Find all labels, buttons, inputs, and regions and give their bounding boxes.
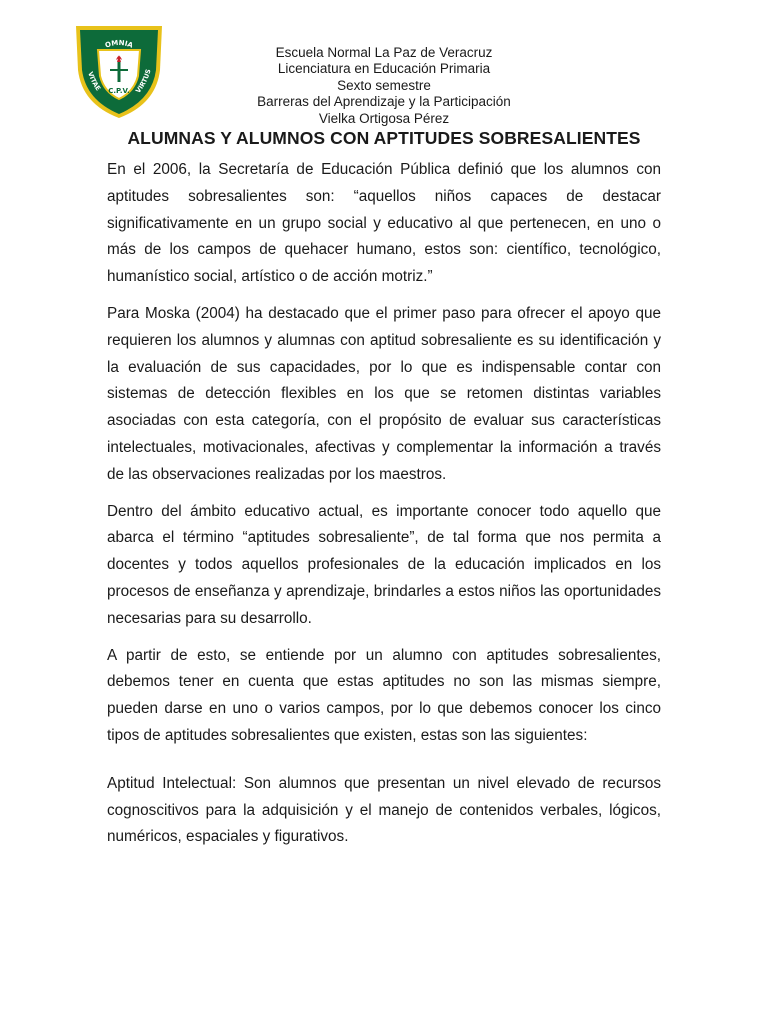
paragraph: Para Moska (2004) ha destacado que el primer paso para ofrecer el apoyo que requieren los alumnos y alumnas con aptitud sobresaliente es su identificación y la evaluación de sus capacidades, por lo que es indispensable contar con sistemas de detección flexibles en los que se retomen distintas variables asociadas con esta categoría, con el propósito de evaluar sus características intelectuales, motivacionales, afectivas y complementar la información a través de las observaciones realizadas por los maestros. xyxy=(107,304,661,483)
document-body xyxy=(107,157,661,861)
school-crest-logo xyxy=(72,22,166,120)
crest-motto-right: VIRTUS xyxy=(134,68,153,95)
degree-name: Licenciatura en Educación Primaria xyxy=(277,61,491,77)
crest-motto-top: OMNIA xyxy=(104,38,135,50)
author-name: Vielka Ortigosa Pérez xyxy=(318,110,450,126)
paragraph: En el 2006, la Secretaría de Educación Pública definió que los alumnos con aptitudes sobresalientes son: “aquellos niños capaces de destacar significativamente en un grupo social y educativo al que pertenecen, en uno o más de los campos de quehacer humano, estos son: científico, tecnológico, humanístico social, artístico o de acción motriz.” xyxy=(107,161,661,286)
semester: Sexto semestre xyxy=(337,77,431,93)
crest-initials: C.P.V. xyxy=(108,87,130,95)
school-name: Escuela Normal La Paz de Veracruz xyxy=(275,45,493,60)
course-name: Barreras del Aprendizaje y la Participación xyxy=(257,94,511,110)
paragraph: Dentro del ámbito educativo actual, es importante conocer todo aquello que abarca el término “aptitudes sobresaliente”, de tal forma que nos permita a docentes y todos aquellos profesionales de la educación implicados en los procesos de enseñanza y aprendizaje, brindarles a estos niños las oportunidades necesarias para su desarrollo. xyxy=(107,502,661,627)
crest-motto-left: VITAE xyxy=(86,70,103,93)
document-title: ALUMNAS Y ALUMNOS CON APTITUDES SOBRESALIENTES xyxy=(127,128,641,148)
paragraph: A partir de esto, se entiende por un alumno con aptitudes sobresalientes, debemos tener en cuenta que estas aptitudes no son las mismas siempre, pueden darse en uno o varios campos, por lo que debemos conocer los cinco tipos de aptitudes sobresalientes que existen, estas son las siguientes: xyxy=(107,646,661,744)
paragraph: Aptitud Intelectual: Son alumnos que presentan un nivel elevado de recursos cognoscitivos para la adquisición y el manejo de contenidos verbales, lógicos, numéricos, espaciales y figurativos. xyxy=(107,774,661,846)
document-header xyxy=(200,45,568,127)
